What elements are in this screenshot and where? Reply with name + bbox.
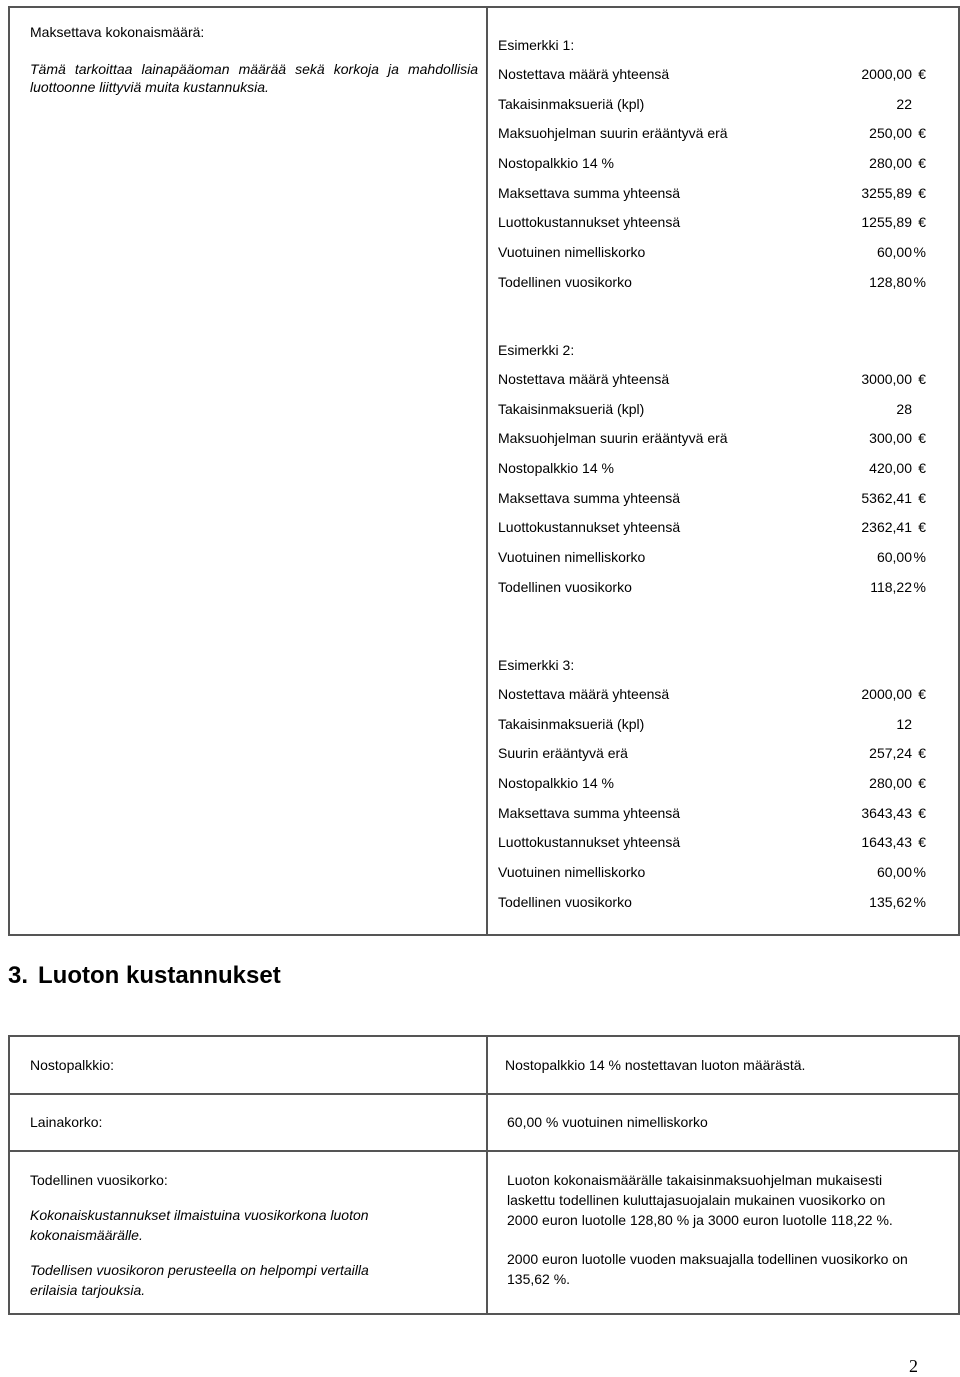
row-value (861, 513, 926, 543)
interest-label: Lainakorko: (30, 1114, 103, 1130)
row-label: Vuotuinen nimelliskorko (498, 244, 646, 261)
row-label: Takaisinmaksueriä (kpl) (498, 715, 645, 732)
row-unit: € (918, 184, 926, 201)
example-rows (498, 60, 926, 298)
row-label: Vuotuinen nimelliskorko (498, 549, 646, 566)
section-title: Luoton kustannukset (38, 962, 281, 989)
example-row (498, 238, 926, 268)
row-label: Luottokustannukset yhteensä (498, 834, 681, 851)
row-amount: 12 (896, 715, 912, 732)
row-label: Nostopalkkio 14 % (498, 155, 614, 172)
row-value (861, 60, 926, 90)
row-unit: € (918, 686, 926, 702)
row-unit: € (918, 66, 926, 82)
row-unit: € (918, 745, 926, 762)
apr-value-2: 2000 euron luotolle vuoden maksuajalla todellinen vuosikorko on 135,62 %. (507, 1251, 908, 1287)
row-value (869, 424, 926, 454)
row-unit: € (918, 214, 926, 231)
row-value (861, 208, 926, 238)
example-2 (498, 335, 926, 603)
row-value (896, 710, 926, 740)
row-value (861, 799, 926, 829)
example-row (498, 90, 926, 120)
row-value (869, 119, 926, 149)
example-row (498, 828, 926, 858)
apr-value-1: Luoton kokonaismäärälle takaisinmaksuohjelman mukaisesti laskettu todellinen kuluttajasuojalain mukainen vuosikorko on 2000 euron luotolle 128,80 % ja 3000 euron luotolle 118,22 %. (507, 1172, 893, 1228)
row-unit: % (913, 864, 926, 881)
row-value (861, 680, 926, 710)
row-label: Nostopalkkio 14 % (498, 775, 614, 792)
example-row (498, 858, 926, 888)
row-label: Nostettava määrä yhteensä (498, 686, 670, 702)
row-value (896, 395, 926, 425)
example-row (498, 60, 926, 90)
row-amount: 2000,00 (861, 686, 912, 702)
row-amount: 2362,41 (861, 519, 912, 536)
row-label: Nostettava määrä yhteensä (498, 371, 670, 387)
row-amount: 60,00 (876, 244, 912, 261)
example-row (498, 739, 926, 769)
row-value (869, 769, 926, 799)
row-amount: 5362,41 (861, 489, 912, 506)
row-amount: 3255,89 (861, 184, 912, 201)
example-row (498, 484, 926, 514)
row-amount: 1643,43 (861, 834, 912, 851)
section-number: 3. (8, 962, 29, 989)
row-label: Maksuohjelman suurin erääntyvä erä (498, 430, 728, 447)
interest-value: 60,00 % vuotuinen nimelliskorko (507, 1114, 708, 1130)
example-row (498, 395, 926, 425)
row-label: Vuotuinen nimelliskorko (498, 864, 646, 881)
row-value (861, 484, 926, 514)
row-label: Luottokustannukset yhteensä (498, 519, 681, 536)
example-row (498, 179, 926, 209)
row-value (896, 90, 926, 120)
row-unit: % (913, 578, 926, 595)
row-value (869, 739, 926, 769)
row-label: Maksuohjelman suurin erääntyvä erä (498, 125, 728, 142)
row-label: Nostettava määrä yhteensä (498, 66, 670, 82)
row-amount: 1255,89 (861, 214, 912, 231)
row-unit: € (918, 460, 926, 477)
row-label: Maksettava summa yhteensä (498, 804, 681, 821)
row-unit: % (913, 549, 926, 566)
example-row (498, 543, 926, 573)
row-unit: % (913, 893, 926, 910)
example-title: Esimerkki 3: (498, 657, 575, 673)
row-value (861, 365, 926, 395)
examples-table-divider (486, 6, 488, 936)
example-rows (498, 680, 926, 918)
row-unit: € (918, 489, 926, 506)
page-number: 2 (909, 1356, 918, 1376)
example-title: Esimerkki 1: (498, 37, 575, 53)
row-value (870, 573, 926, 603)
costs-table-divider (486, 1035, 488, 1315)
row-amount: 22 (896, 95, 912, 112)
example-row (498, 573, 926, 603)
row-value (877, 543, 926, 573)
row-unit: € (918, 775, 926, 792)
fee-value: Nostopalkkio 14 % nostettavan luoton määrästä. (505, 1057, 806, 1073)
row-value (869, 268, 926, 298)
example-row (498, 365, 926, 395)
costs-row-separator (8, 1093, 960, 1095)
example-row (498, 799, 926, 829)
row-label: Takaisinmaksueriä (kpl) (498, 400, 645, 417)
section-heading (8, 962, 281, 990)
example-row (498, 208, 926, 238)
apr-note-2: Todellisen vuosikoron perusteella on helpompi vertailla erilaisia tarjouksia. (30, 1262, 369, 1298)
row-value (861, 828, 926, 858)
row-label: Luottokustannukset yhteensä (498, 214, 681, 231)
row-value (869, 149, 926, 179)
row-amount: 280,00 (869, 775, 912, 792)
row-amount: 257,24 (869, 745, 912, 762)
example-1 (498, 30, 926, 298)
row-amount: 300,00 (869, 430, 912, 447)
example-row (498, 149, 926, 179)
row-unit: % (913, 273, 926, 290)
example-row (498, 769, 926, 799)
row-value (869, 454, 926, 484)
apr-note-1: Kokonaiskustannukset ilmaistuina vuosikorkona luoton kokonaismäärälle. (30, 1207, 369, 1243)
row-label: Suurin erääntyvä erä (498, 745, 628, 762)
example-row (498, 268, 926, 298)
row-amount: 118,22 (870, 578, 912, 595)
example-row (498, 680, 926, 710)
costs-row-separator (8, 1150, 960, 1152)
row-unit: € (918, 371, 926, 387)
row-label: Todellinen vuosikorko (498, 273, 632, 290)
example-row (498, 424, 926, 454)
row-amount: 280,00 (869, 155, 912, 172)
example-row (498, 513, 926, 543)
row-label: Nostopalkkio 14 % (498, 460, 614, 477)
row-value (861, 179, 926, 209)
row-unit: € (918, 804, 926, 821)
example-row (498, 454, 926, 484)
row-label: Todellinen vuosikorko (498, 578, 632, 595)
row-amount: 2000,00 (861, 66, 912, 82)
row-label: Takaisinmaksueriä (kpl) (498, 95, 645, 112)
row-amount: 60,00 (876, 549, 912, 566)
example-row (498, 710, 926, 740)
row-value (877, 238, 926, 268)
row-value (869, 888, 926, 918)
example-row (498, 119, 926, 149)
example-rows (498, 365, 926, 603)
example-row (498, 888, 926, 918)
row-amount: 250,00 (869, 125, 912, 142)
row-amount: 28 (896, 400, 912, 417)
total-amount-description: Tämä tarkoittaa lainapääoman määrää sekä korkoja ja mahdollisia luottoonne liittyviä muita kustannuksia. (30, 61, 478, 95)
row-amount: 420,00 (869, 460, 912, 477)
example-title: Esimerkki 2: (498, 342, 575, 358)
total-amount-title: Maksettava kokonaismäärä: (30, 24, 205, 40)
example-3 (498, 650, 926, 918)
row-amount: 3643,43 (861, 804, 912, 821)
row-unit: € (918, 125, 926, 142)
row-amount: 128,80 (869, 273, 912, 290)
row-amount: 60,00 (876, 864, 912, 881)
row-value (877, 858, 926, 888)
row-amount: 3000,00 (861, 371, 912, 387)
row-unit: € (918, 430, 926, 447)
fee-label: Nostopalkkio: (30, 1057, 115, 1073)
row-unit: € (918, 834, 926, 851)
row-label: Maksettava summa yhteensä (498, 184, 681, 201)
apr-label: Todellinen vuosikorko: (30, 1172, 168, 1188)
row-unit: € (918, 155, 926, 172)
row-unit: € (918, 519, 926, 536)
row-label: Todellinen vuosikorko (498, 893, 632, 910)
row-unit: % (913, 244, 926, 261)
row-label: Maksettava summa yhteensä (498, 489, 681, 506)
row-amount: 135,62 (869, 893, 912, 910)
